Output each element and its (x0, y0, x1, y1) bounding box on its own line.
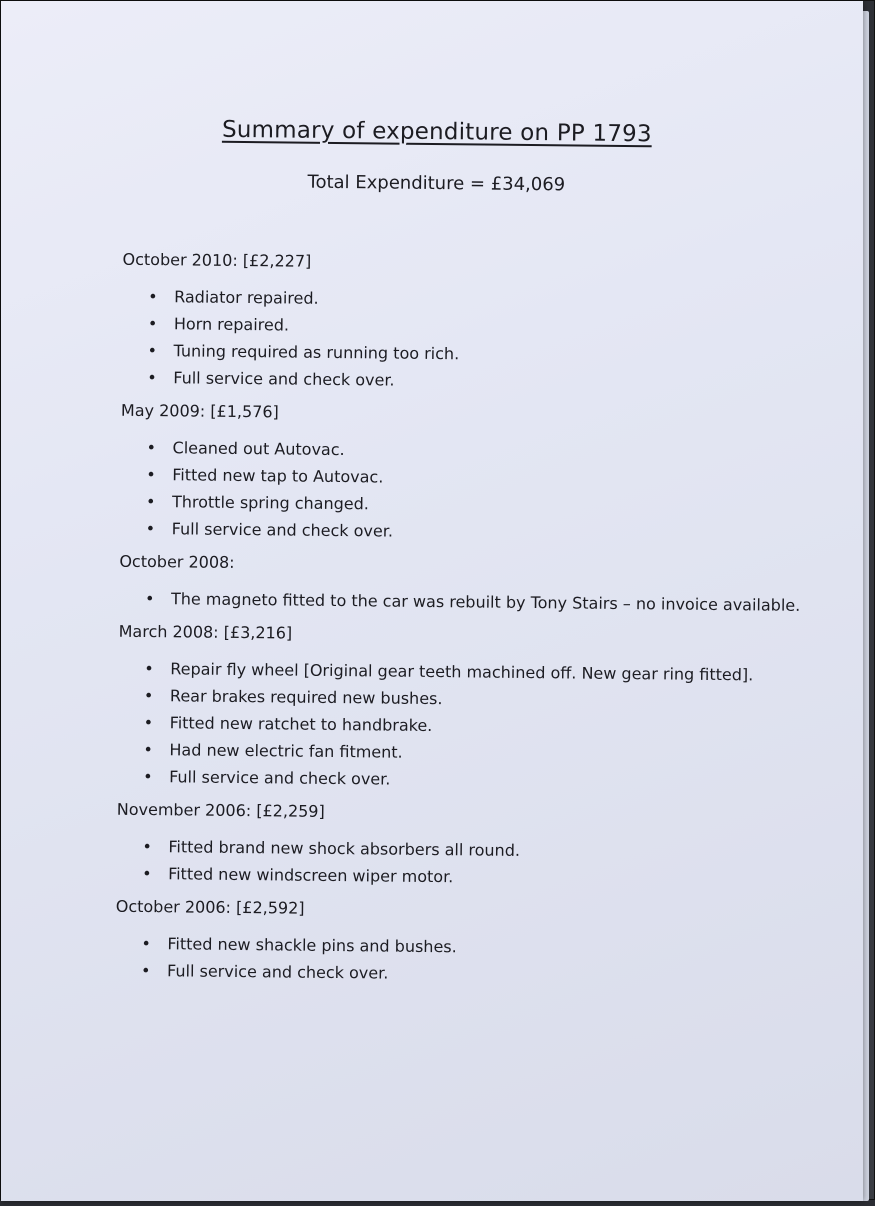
bullet-icon: • (142, 836, 152, 857)
bullet-icon: • (147, 314, 158, 334)
bullet-icon: • (141, 960, 151, 981)
list-item (115, 959, 805, 989)
list-item (116, 862, 806, 892)
section-item-list (121, 285, 812, 396)
section-heading: October 2010: [£2,227] (122, 249, 312, 271)
list-item-text: Full service and check over. (173, 368, 395, 390)
section-heading: March 2008: [£3,216] (118, 621, 293, 643)
list-item-text: Full service and check over. (167, 961, 389, 983)
list-item (120, 517, 810, 547)
section-heading: October 2006: [£2,592] (115, 896, 305, 918)
document-title: Summary of expenditure on PP 1793 (221, 116, 652, 148)
bullet-icon: • (145, 519, 156, 539)
list-item (115, 932, 805, 962)
bullet-icon: • (147, 368, 157, 388)
section-heading: May 2009: [£1,576] (120, 400, 279, 422)
list-item (121, 366, 811, 396)
list-item-text: Fitted new windscreen wiper motor. (168, 864, 454, 887)
bullet-icon: • (141, 933, 151, 954)
list-item (117, 765, 807, 795)
list-item-text: Full service and check over. (169, 767, 391, 789)
list-item (116, 835, 806, 865)
section-heading: October 2008: (119, 551, 235, 572)
total-expenditure: Total Expenditure = £34,069 (307, 171, 566, 196)
bullet-icon: • (142, 863, 152, 884)
bullet-icon: • (144, 589, 155, 609)
list-item-text: Full service and check over. (171, 519, 394, 541)
list-item-text: Cleaned out Autovac. (172, 438, 345, 460)
bullet-icon: • (143, 712, 154, 733)
list-item (118, 657, 808, 687)
list-item (119, 587, 809, 617)
bullet-icon: • (143, 686, 154, 706)
section-item-list (119, 587, 809, 617)
list-item-text: Tuning required as running too rich. (173, 341, 460, 364)
list-item-text: Horn repaired. (173, 314, 290, 335)
bullet-icon: • (146, 438, 157, 458)
section-heading: November 2006: [£2,259] (116, 799, 325, 821)
list-item-text: Throttle spring changed. (171, 492, 369, 514)
document-page (1, 1, 863, 1201)
list-item-text: Had new electric fan fitment. (169, 740, 403, 762)
bullet-icon: • (143, 766, 153, 787)
list-item-text: Fitted new shackle pins and bushes. (167, 934, 457, 957)
list-item (120, 463, 810, 493)
section-item-list (116, 835, 806, 892)
bullet-icon: • (143, 739, 153, 760)
list-item (122, 285, 812, 315)
list-item (117, 738, 807, 768)
list-item (118, 711, 808, 741)
list-item (120, 490, 810, 520)
bullet-icon: • (146, 465, 156, 485)
list-item (120, 436, 810, 466)
bullet-icon: • (147, 341, 158, 361)
list-item-text: Radiator repaired. (174, 287, 319, 308)
bullet-icon: • (145, 492, 156, 512)
list-item-text: Rear brakes required new bushes. (169, 686, 443, 709)
bullet-icon: • (144, 659, 154, 679)
section-item-list (117, 657, 808, 795)
list-item-text: Fitted brand new shock absorbers all round. (168, 837, 521, 860)
list-item-text: Fitted new tap to Autovac. (172, 465, 384, 487)
bullet-icon: • (148, 287, 158, 307)
list-item-text: The magneto fitted to the car was rebuilt by Tony Stairs – no invoice available. (170, 589, 801, 615)
list-item-text: Repair fly wheel [Original gear teeth machined off. New gear ring fitted]. (170, 659, 754, 685)
expenditure-sections (115, 250, 813, 1001)
list-item (121, 339, 811, 369)
list-item (122, 312, 812, 342)
section-item-list (120, 436, 811, 547)
section-item-list (115, 932, 805, 989)
list-item-text: Fitted new ratchet to handbrake. (169, 713, 433, 736)
list-item (118, 684, 808, 714)
